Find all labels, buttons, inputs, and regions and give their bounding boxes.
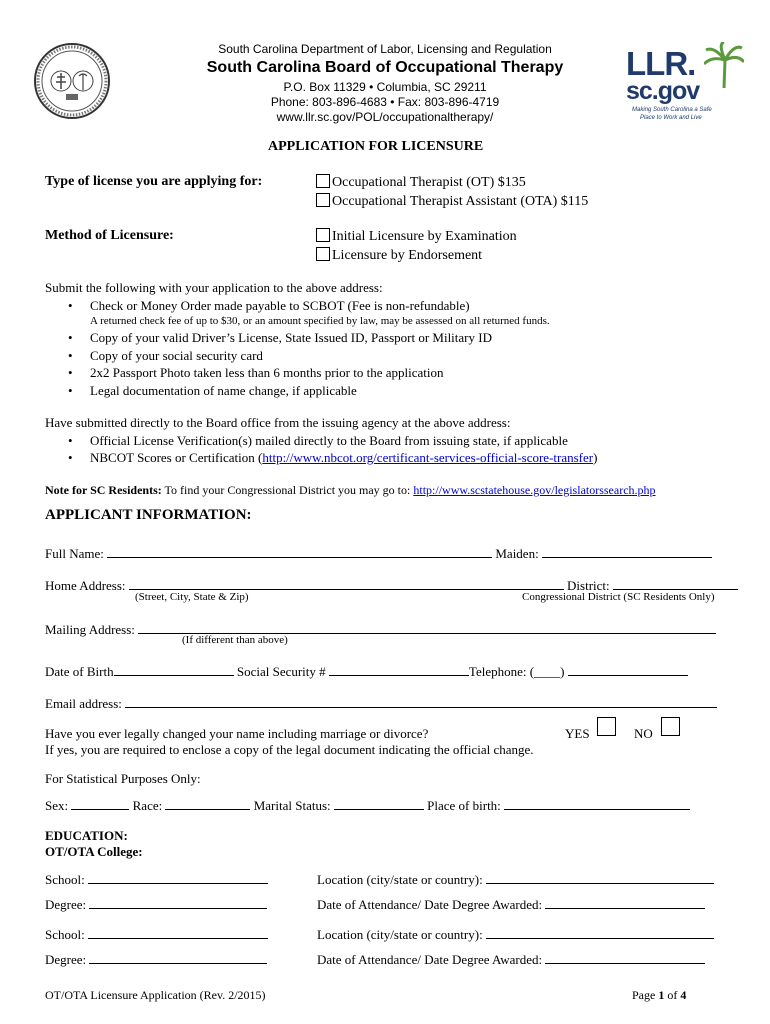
email-row: Email address: xyxy=(45,693,735,712)
applicant-heading: APPLICANT INFORMATION: xyxy=(45,507,252,523)
direct-section xyxy=(45,414,745,467)
email-input[interactable] xyxy=(125,693,717,708)
license-type-options xyxy=(316,173,588,211)
option-endorsement[interactable]: Licensure by Endorsement xyxy=(316,246,517,265)
location-input-1[interactable] xyxy=(486,869,714,884)
school-input-2[interactable] xyxy=(88,924,268,939)
submit-intro: Submit the following with your application to the above address: xyxy=(45,280,383,295)
school-row-1: School: xyxy=(45,869,268,888)
telephone-input[interactable] xyxy=(568,661,688,676)
home-address-sub: (Street, City, State & Zip) xyxy=(135,591,249,603)
checkbox-endorsement[interactable] xyxy=(316,247,330,261)
logo-top-text: LLR. xyxy=(626,45,696,82)
name-change-question: Have you ever legally changed your name including marriage or divorce? xyxy=(45,726,429,741)
degree-input-1[interactable] xyxy=(89,894,267,909)
mailing-sub: (If different than above) xyxy=(182,634,288,646)
option-ota[interactable]: Occupational Therapist Assistant (OTA) $115 xyxy=(316,192,588,211)
board-address: P.O. Box 11329 • Columbia, SC 29211 xyxy=(283,80,487,94)
mailing-address-input[interactable] xyxy=(138,619,716,634)
page-number: Page 1 of 4 xyxy=(632,988,687,1002)
education-subheading: OT/OTA College: xyxy=(45,844,143,859)
degree-input-2[interactable] xyxy=(89,949,267,964)
seal-icon xyxy=(33,42,111,120)
direct-intro: Have submitted directly to the Board office from the issuing agency at the above address: xyxy=(45,415,511,430)
direct-list xyxy=(45,432,745,467)
returned-check-note: A returned check fee of up to $30, or an amount specified by law, may be assessed on all returned funds. xyxy=(90,315,550,327)
board-phone: Phone: 803-896-4683 • Fax: 803-896-4719 xyxy=(270,95,500,109)
checkbox-exam[interactable] xyxy=(316,228,330,242)
submit-section xyxy=(45,279,745,399)
logo-tagline-2: Place to Work and Live xyxy=(640,115,702,121)
race-input[interactable] xyxy=(165,795,250,810)
district-sub: Congressional District (SC Residents Only) xyxy=(522,591,715,603)
no-label: NO xyxy=(634,726,653,741)
full-name-input[interactable] xyxy=(107,543,492,558)
logo-bottom-text: sc.gov xyxy=(626,77,700,105)
sc-residents-note: Note for SC Residents: To find your Congressional District you may go to: http://www.scstatehouse.gov/legislatorssearch.php xyxy=(45,483,656,497)
school-row-2: School: xyxy=(45,924,268,943)
statistical-label: For Statistical Purposes Only: xyxy=(45,771,201,786)
option-exam[interactable]: Initial Licensure by Examination xyxy=(316,227,517,246)
nbcot-link[interactable]: http://www.nbcot.org/certificant-services-official-score-transfer xyxy=(262,450,594,465)
location-input-2[interactable] xyxy=(486,924,714,939)
degree-row-1: Degree: xyxy=(45,894,267,913)
checkbox-ot[interactable] xyxy=(316,174,330,188)
name-change-note: If yes, you are required to enclose a copy of the legal document indicating the official change. xyxy=(45,742,534,757)
location-row-2: Location (city/state or country): xyxy=(317,924,714,943)
maiden-input[interactable] xyxy=(542,543,712,558)
home-address-input[interactable] xyxy=(129,575,564,590)
board-website: www.llr.sc.gov/POL/occupationaltherapy/ xyxy=(276,110,494,124)
school-input-1[interactable] xyxy=(88,869,268,884)
submit-list-2 xyxy=(45,329,745,399)
board-name: South Carolina Board of Occupational Therapy xyxy=(206,59,564,76)
list-item: • NBCOT Scores or Certification (http://www.nbcot.org/certificant-services-official-score-transfer) xyxy=(90,449,745,467)
attendance-input-2[interactable] xyxy=(545,949,705,964)
ssn-input[interactable] xyxy=(329,661,469,676)
option-ot[interactable]: Occupational Therapist (OT) $135 xyxy=(316,173,588,192)
marital-status-input[interactable] xyxy=(334,795,424,810)
no-checkbox[interactable] xyxy=(661,717,680,736)
method-label: Method of Licensure: xyxy=(45,228,174,243)
birthplace-input[interactable] xyxy=(504,795,690,810)
palmetto-icon xyxy=(704,42,744,88)
degree-row-2: Degree: xyxy=(45,949,267,968)
dob-input[interactable] xyxy=(114,661,234,676)
attendance-row-2: Date of Attendance/ Date Degree Awarded: xyxy=(317,949,705,968)
method-options xyxy=(316,227,517,265)
list-item: • Copy of your social security card xyxy=(90,347,745,365)
legislators-link[interactable]: http://www.scstatehouse.gov/legislatorssearch.php xyxy=(413,483,656,497)
list-item: • Copy of your valid Driver’s License, State Issued ID, Passport or Military ID xyxy=(90,329,745,347)
location-row-1: Location (city/state or country): xyxy=(317,869,714,888)
submit-list xyxy=(45,297,745,315)
footer-form-id: OT/OTA Licensure Application (Rev. 2/2015) xyxy=(45,988,266,1002)
department-name: South Carolina Department of Labor, Licensing and Regulation xyxy=(218,42,552,56)
attendance-row-1: Date of Attendance/ Date Degree Awarded: xyxy=(317,894,705,913)
sex-input[interactable] xyxy=(71,795,129,810)
list-item: • Check or Money Order made payable to SCBOT (Fee is non-refundable) xyxy=(90,297,745,315)
attendance-input-1[interactable] xyxy=(545,894,705,909)
header-block xyxy=(180,42,590,125)
state-seal xyxy=(33,42,111,120)
logo-tagline-1: Making South Carolina a Safe xyxy=(632,107,712,113)
full-name-row: Full Name: Maiden: xyxy=(45,543,727,562)
checkbox-ota[interactable] xyxy=(316,193,330,207)
home-address-row: Home Address: District: xyxy=(45,575,727,594)
mailing-row: Mailing Address: xyxy=(45,619,727,638)
district-input[interactable] xyxy=(613,575,738,590)
yes-checkbox[interactable] xyxy=(597,717,616,736)
yes-label: YES xyxy=(565,726,590,741)
list-item: • 2x2 Passport Photo taken less than 6 months prior to the application xyxy=(90,364,745,382)
education-heading: EDUCATION: OT/OTA College: xyxy=(45,828,143,859)
list-item: • Legal documentation of name change, if applicable xyxy=(90,382,745,400)
license-type-label: Type of license you are applying for: xyxy=(45,174,263,189)
page-title: APPLICATION FOR LICENSURE xyxy=(268,139,484,154)
dob-row: Date of Birth Social Security # Telephone: (____) xyxy=(45,661,735,680)
statistics-row: Sex: Race: Marital Status: Place of birth: xyxy=(45,795,735,814)
llr-logo xyxy=(626,42,744,124)
list-item: • Official License Verification(s) mailed directly to the Board from issuing state, if applicable xyxy=(90,432,745,450)
